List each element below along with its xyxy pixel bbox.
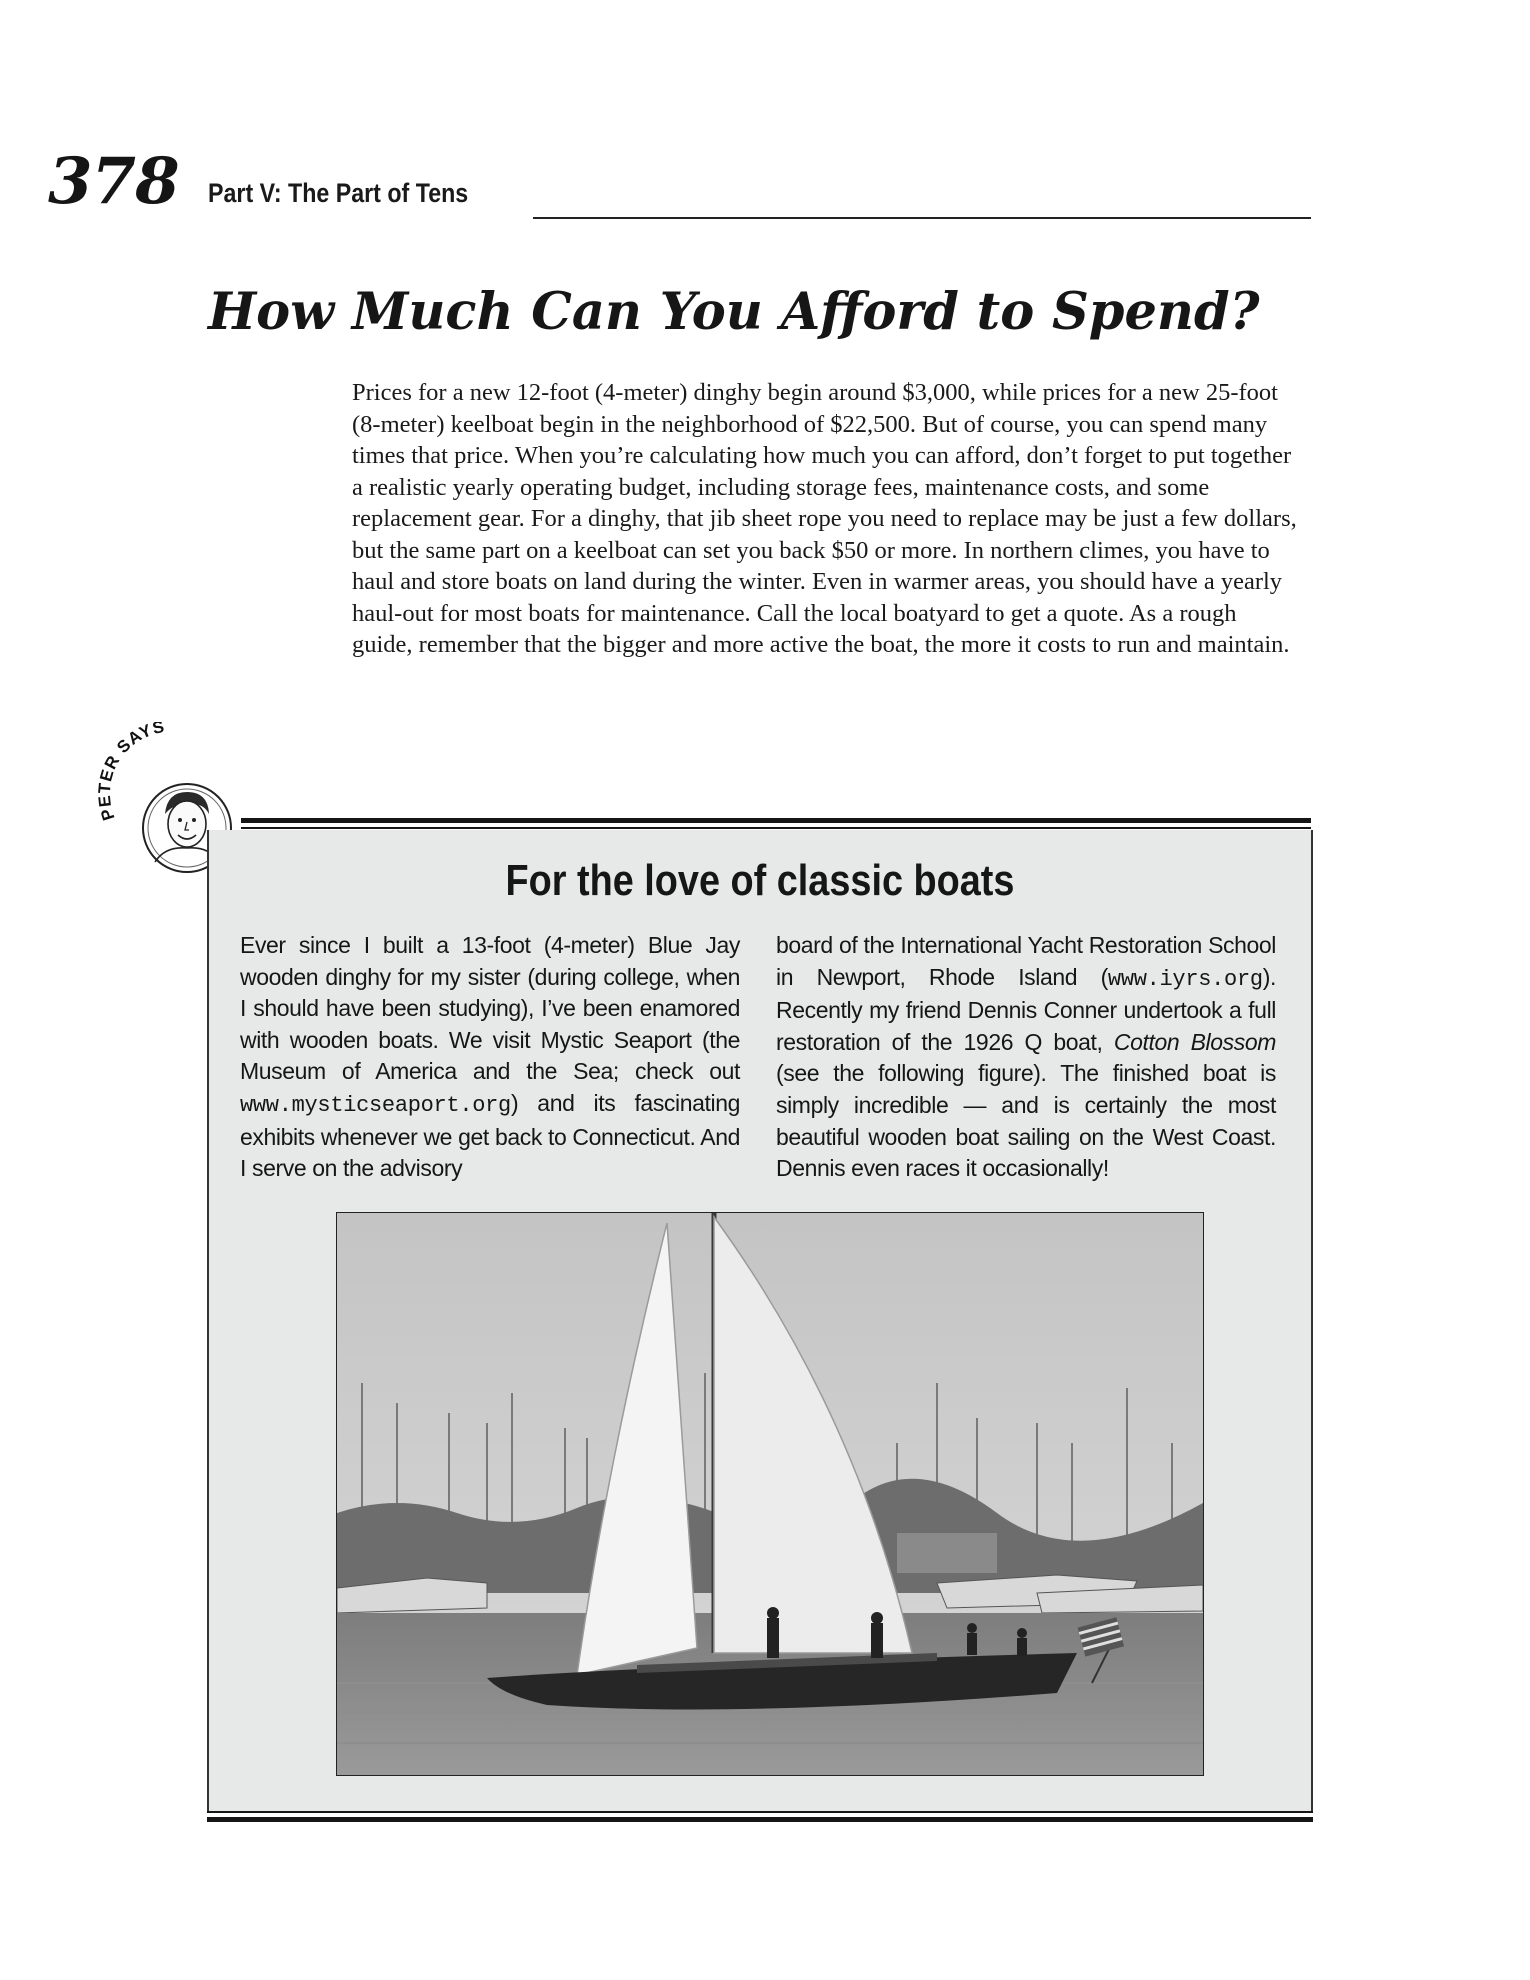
sidebar-right-column [776, 930, 1276, 1185]
section-title: How Much Can You Afford to Spend? [208, 282, 1260, 342]
sidebar-left-column [240, 930, 740, 1185]
page-number: 378 [48, 144, 179, 219]
sidebar-left-text: Ever since I built a 13-foot (4-meter) Blue Jay wooden dinghy for my sister (during college, when I should have been studying), I’ve been enamored with wooden boats. We visit Mystic Seaport (the Museum of America and the Sea; check out [240, 932, 740, 1085]
sidebar-bottom-rule [207, 1817, 1313, 1822]
sidebar-top-rule-thin [241, 827, 1311, 829]
mystic-seaport-link[interactable]: www.mysticseaport.org [240, 1092, 511, 1118]
badge-label: PETER SAYS [95, 722, 167, 823]
header-rule [533, 217, 1311, 219]
sidebar-right-text: board of the International Yacht Restoration School in Newport, Rhode Island ( [776, 932, 1276, 990]
running-head: Part V: The Part of Tens [208, 178, 469, 208]
iyrs-link[interactable]: www.iyrs.org [1107, 966, 1263, 992]
sidebar-top-rule [241, 818, 1311, 823]
sidebar-left-text-cont: ) and its fascinating exhibits whenever we get back to Connecticut. And I serve on the advisory [240, 1089, 740, 1182]
boat-name: Cotton Blossom [1113, 1028, 1277, 1055]
sidebar-title: For the love of classic boats [505, 856, 1015, 905]
body-paragraph: Prices for a new 12-foot (4-meter) dinghy begin around $3,000, while prices for a new 25-foot (8-meter) keelboat begin in the neighborhood of $22,500. But of course, you can spend many times that price. When you’re calculating how much you can afford, don’t forget to put together a realistic yearly operating budget, including storage fees, maintenance costs, and some replacement gear. For a dinghy, that jib sheet rope you need to replace may be just a few dollars, but the same part on a keelboat can set you back $50 or more. In northern climes, you have to haul and store boats on land during the winter. Even in warmer areas, you should have a yearly haul-out for most boats for maintenance. Call the local boatyard to get a quote. As a rough guide, remember that the bigger and more active the boat, the more it costs to run and maintain. [352, 379, 1297, 658]
sidebar-right-text-end: (see the following figure). The finished boat is simply incredible — and is certainly the most beautiful wooden boat sailing on the West Coast. Dennis even races it occasionally! [776, 1060, 1276, 1182]
classic-sailboat-photo [336, 1212, 1204, 1776]
sidebar-bottom-rule-thin [207, 1811, 1313, 1813]
sidebar-right-text-cont: ). Recently my friend Dennis Conner undertook a full restoration of the 1926 Q boat, [776, 963, 1276, 1055]
